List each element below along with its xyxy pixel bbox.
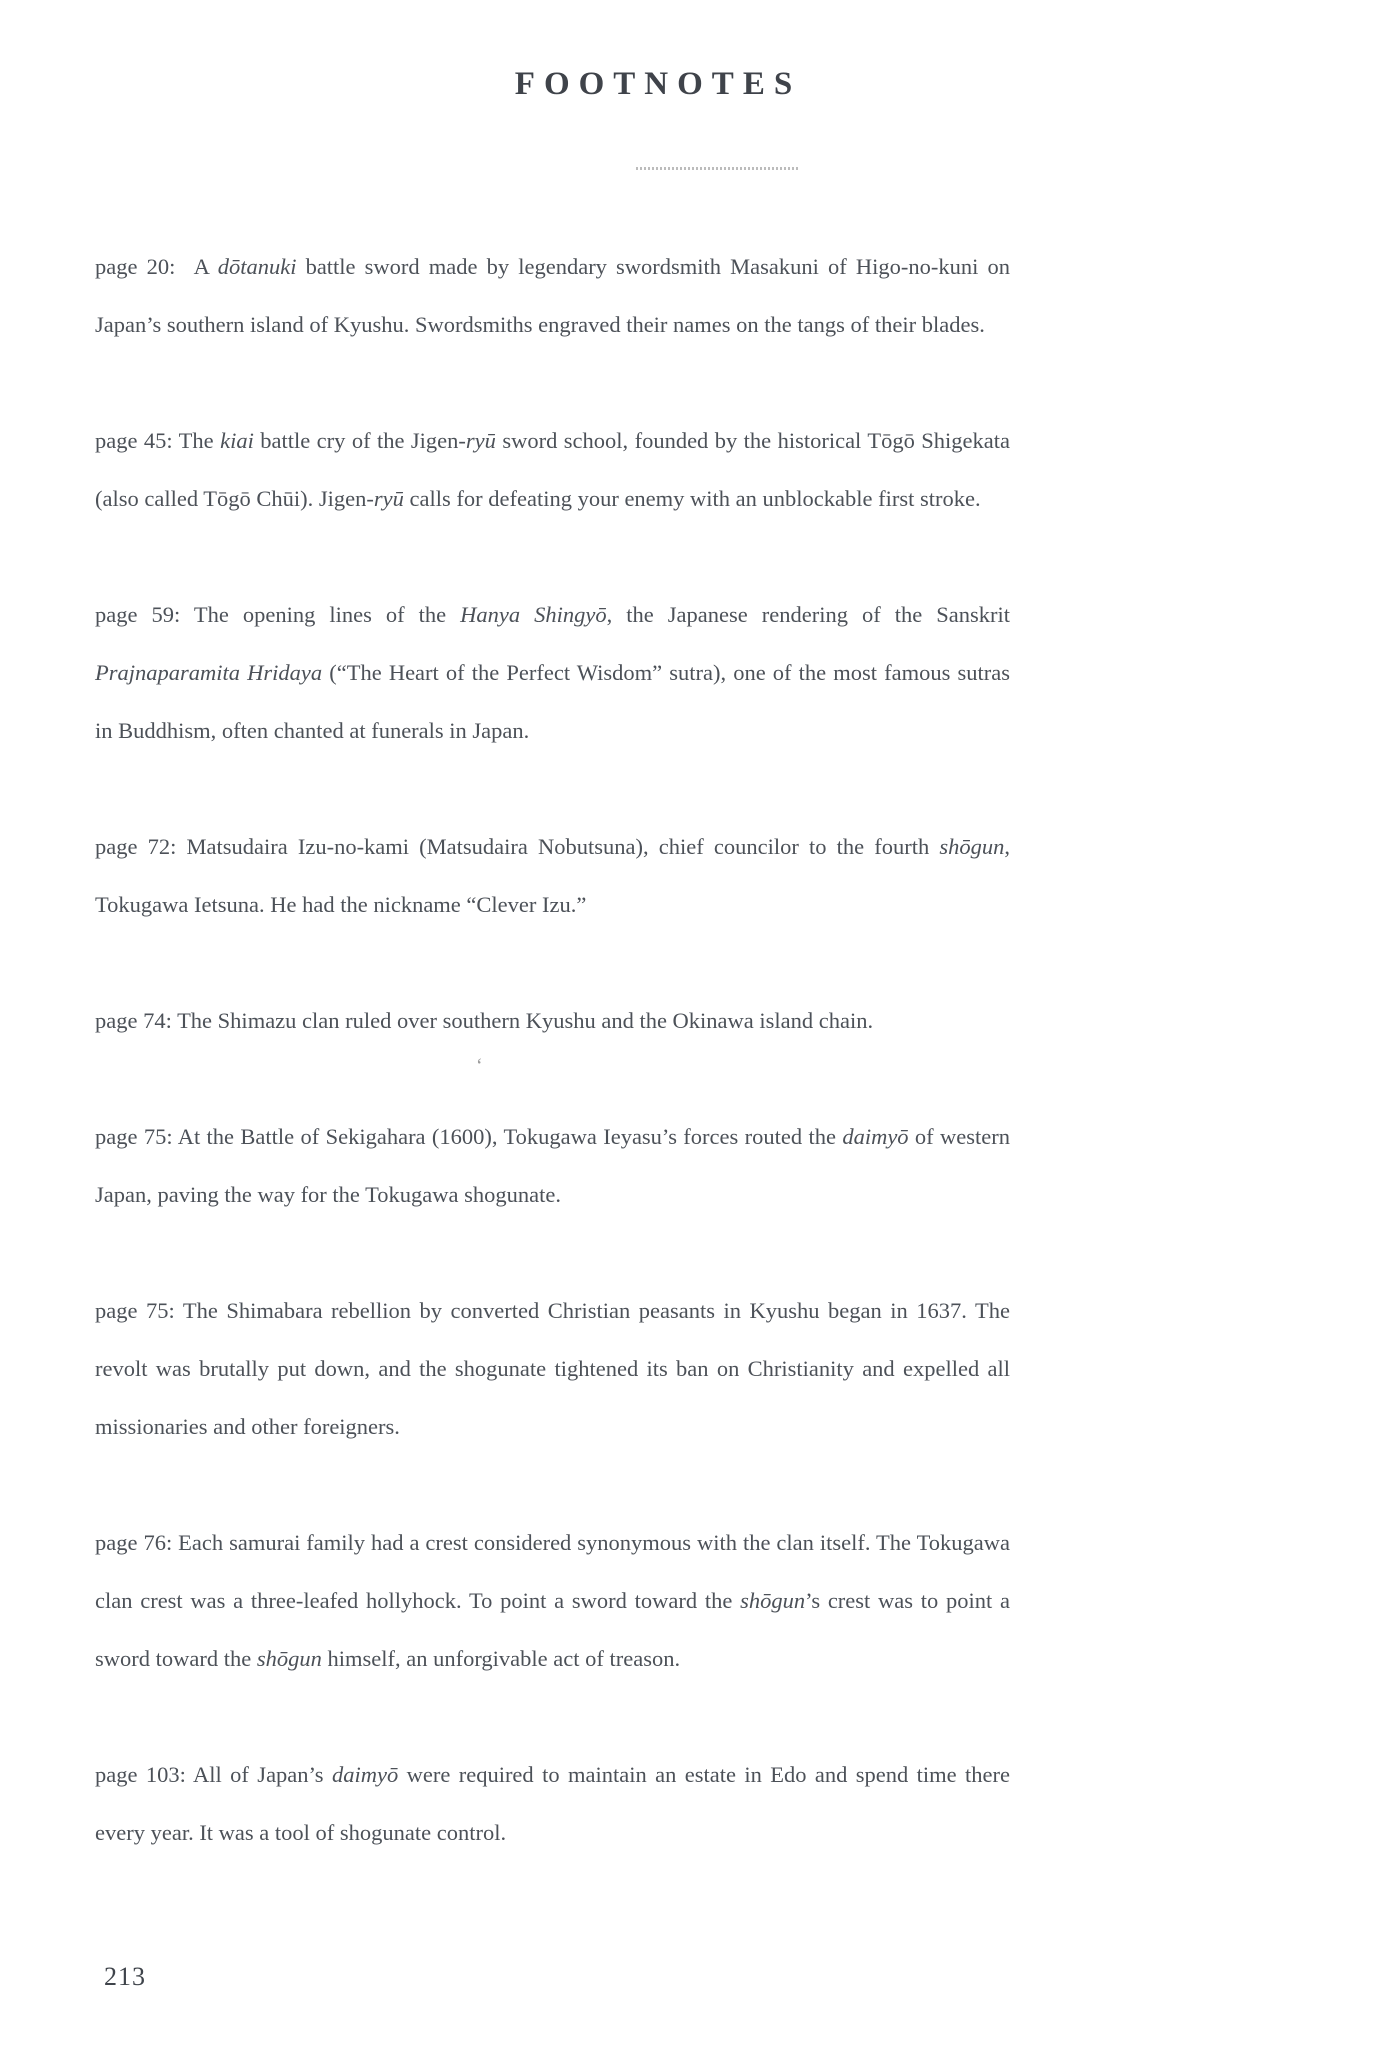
footnote-text: were required to maintain an estate in Edo and spend time there every year. It was a tool of shogunate control. bbox=[95, 1762, 1010, 1845]
page-title: FOOTNOTES bbox=[514, 66, 802, 102]
scan-artifact-mark: ʻ bbox=[476, 1055, 483, 1077]
footnote bbox=[95, 238, 1010, 354]
footnote bbox=[95, 1108, 1010, 1224]
footnote-text: page 76: Each samurai family had a crest considered synonymous with the clan itself. The Tokugawa clan crest was a three-leafed hollyhock. To point a sword toward the bbox=[95, 1530, 1010, 1613]
footnote-text: battle sword made by legendary swordsmith Masakuni of Higo-no-kuni on Japan’s southern island of Kyushu. Swordsmiths engraved their names on the tangs of their blades. bbox=[95, 254, 1010, 337]
footnote-italic-term: Prajnaparamita Hridaya bbox=[95, 660, 323, 685]
footnote-text: sword school, founded by the historical Tōgō Shigekata (also called Tōgō Chūi). Jigen- bbox=[95, 428, 1010, 511]
footnote bbox=[95, 1514, 1010, 1688]
footnote bbox=[95, 818, 1010, 934]
footnote-text: page 75: At the Battle of Sekigahara (1600), Tokugawa Ieyasu’s forces routed the bbox=[95, 1124, 843, 1149]
footnote-italic-term: ryū bbox=[373, 486, 404, 511]
footnote-text: , the Japanese rendering of the Sanskrit bbox=[606, 602, 1011, 627]
footnote-text: , Tokugawa Ietsuna. He had the nickname “Clever Izu.” bbox=[95, 834, 1010, 917]
footnote bbox=[95, 586, 1010, 760]
footnote-text: of western Japan, paving the way for the Tokugawa shogunate. bbox=[95, 1124, 1010, 1207]
footnote bbox=[95, 1746, 1010, 1862]
footnote-italic-term: ryū bbox=[465, 428, 496, 453]
footnote-text: page 72: Matsudaira Izu-no-kami (Matsudaira Nobutsuna), chief councilor to the fourth bbox=[95, 834, 940, 859]
footnote bbox=[95, 1282, 1010, 1456]
footnote-italic-term: shōgun bbox=[740, 1588, 806, 1613]
footnote-italic-term: shōgun bbox=[939, 834, 1005, 859]
footnote-text: battle cry of the Jigen- bbox=[253, 428, 466, 453]
footnote-text: calls for defeating your enemy with an unblockable first stroke. bbox=[403, 486, 981, 511]
footnote-italic-term: kiai bbox=[220, 428, 254, 453]
footnote bbox=[95, 412, 1010, 528]
footnote-text: page 74: The Shimazu clan ruled over southern Kyushu and the Okinawa island chain. bbox=[95, 1008, 874, 1033]
footnote-italic-term: shōgun bbox=[256, 1646, 322, 1671]
footnote-text: page 59: The opening lines of the bbox=[95, 602, 461, 627]
footnote bbox=[95, 992, 1010, 1050]
footnote-text: page 20: A bbox=[95, 254, 218, 279]
footnote-text: ’s crest was to point a sword toward the bbox=[95, 1588, 1010, 1671]
footnote-text: page 75: The Shimabara rebellion by converted Christian peasants in Kyushu began in 1637. The revolt was brutally put down, and the shogunate tightened its ban on Christianity and expelled all missionaries and other foreigners. bbox=[95, 1298, 1010, 1439]
footnote-italic-term: dōtanuki bbox=[217, 254, 297, 279]
footnote-text: himself, an unforgivable act of treason. bbox=[321, 1646, 681, 1671]
footnote-text: (“The Heart of the Perfect Wisdom” sutra), one of the most famous sutras in Buddhism, often chanted at funerals in Japan. bbox=[95, 660, 1010, 743]
page-number: 213 bbox=[104, 1962, 146, 1991]
footnote-text: page 45: The bbox=[95, 428, 221, 453]
footnote-italic-term: daimyō bbox=[842, 1124, 909, 1149]
footnote-italic-term: Hanya Shingyō bbox=[460, 602, 607, 627]
footnote-text: page 103: All of Japan’s bbox=[95, 1762, 332, 1787]
title-divider bbox=[636, 167, 798, 170]
footnotes-list bbox=[95, 238, 1010, 1920]
footnote-italic-term: daimyō bbox=[331, 1762, 399, 1787]
